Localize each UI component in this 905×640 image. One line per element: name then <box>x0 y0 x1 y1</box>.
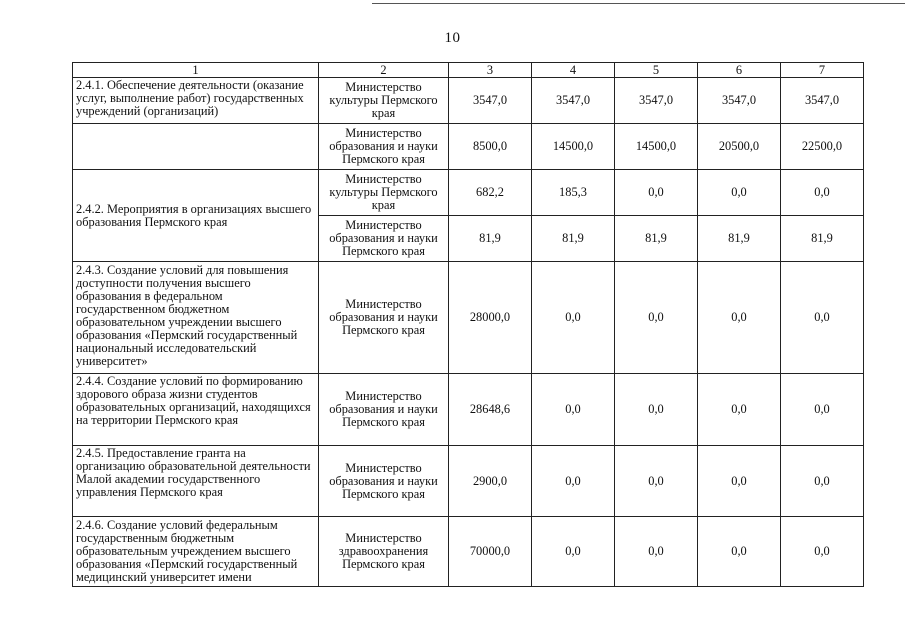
funding-value: 185,3 <box>532 170 615 216</box>
responsible-ministry: Министерство здравоохранения Пермского края <box>319 517 449 587</box>
column-number: 4 <box>532 63 615 78</box>
funding-value: 81,9 <box>781 216 864 262</box>
responsible-ministry: Министерство культуры Пермского края <box>319 78 449 124</box>
funding-value: 3547,0 <box>698 78 781 124</box>
funding-value: 0,0 <box>532 517 615 587</box>
table-row <box>73 517 864 587</box>
funding-value: 81,9 <box>532 216 615 262</box>
column-number: 2 <box>319 63 449 78</box>
responsible-ministry: Министерство образования и науки Пермского края <box>319 262 449 374</box>
funding-value: 20500,0 <box>698 124 781 170</box>
funding-value: 28648,6 <box>449 374 532 446</box>
funding-value: 682,2 <box>449 170 532 216</box>
budget-table <box>72 62 864 587</box>
activity-description: 2.4.5. Предоставление гранта на организацию образовательной деятельности Малой академии государственного управления Пермского края <box>73 446 319 517</box>
activity-description: 2.4.1. Обеспечение деятельности (оказание услуг, выполнение работ) государственных учреждений (организаций) <box>73 78 319 124</box>
column-number: 7 <box>781 63 864 78</box>
funding-value: 81,9 <box>698 216 781 262</box>
funding-value: 28000,0 <box>449 262 532 374</box>
responsible-ministry: Министерство культуры Пермского края <box>319 170 449 216</box>
column-number: 5 <box>615 63 698 78</box>
responsible-ministry: Министерство образования и науки Пермского края <box>319 374 449 446</box>
column-number: 6 <box>698 63 781 78</box>
funding-value: 0,0 <box>781 170 864 216</box>
top-rule <box>372 3 905 4</box>
funding-value: 0,0 <box>698 517 781 587</box>
responsible-ministry: Министерство образования и науки Пермского края <box>319 216 449 262</box>
activity-description: 2.4.2. Мероприятия в организациях высшего образования Пермского края <box>73 170 319 262</box>
funding-value: 0,0 <box>532 446 615 517</box>
funding-value: 0,0 <box>698 262 781 374</box>
funding-value: 3547,0 <box>532 78 615 124</box>
funding-value: 0,0 <box>698 446 781 517</box>
funding-value: 0,0 <box>615 374 698 446</box>
funding-value: 14500,0 <box>615 124 698 170</box>
column-number: 1 <box>73 63 319 78</box>
funding-value: 0,0 <box>532 262 615 374</box>
activity-description <box>73 124 319 170</box>
funding-value: 0,0 <box>781 446 864 517</box>
funding-value: 0,0 <box>698 170 781 216</box>
funding-value: 3547,0 <box>449 78 532 124</box>
activity-description: 2.4.6. Создание условий федеральным государственным бюджетным образовательным учреждением высшего образования «Пермский государственный медицинский университет имени <box>73 517 319 587</box>
table-row <box>73 262 864 374</box>
funding-value: 0,0 <box>781 517 864 587</box>
funding-value: 22500,0 <box>781 124 864 170</box>
responsible-ministry: Министерство образования и науки Пермского края <box>319 446 449 517</box>
funding-value: 0,0 <box>615 262 698 374</box>
table-row <box>73 446 864 517</box>
column-number-row <box>73 63 864 78</box>
funding-value: 3547,0 <box>781 78 864 124</box>
funding-value: 2900,0 <box>449 446 532 517</box>
funding-value: 14500,0 <box>532 124 615 170</box>
funding-value: 3547,0 <box>615 78 698 124</box>
table-row <box>73 374 864 446</box>
funding-value: 0,0 <box>781 262 864 374</box>
funding-value: 8500,0 <box>449 124 532 170</box>
funding-value: 81,9 <box>449 216 532 262</box>
funding-value: 0,0 <box>781 374 864 446</box>
activity-description: 2.4.3. Создание условий для повышения доступности получения высшего образования в федеральном государственном бюджетном образовательном учреждении высшего образования «Пермский государственный национальный исследовательский университет» <box>73 262 319 374</box>
funding-value: 70000,0 <box>449 517 532 587</box>
table-row <box>73 78 864 124</box>
activity-description: 2.4.4. Создание условий по формированию здорового образа жизни студентов образовательных организаций, находящихся на территории Пермского края <box>73 374 319 446</box>
column-number: 3 <box>449 63 532 78</box>
funding-value: 0,0 <box>532 374 615 446</box>
funding-value: 0,0 <box>615 517 698 587</box>
funding-value: 0,0 <box>615 170 698 216</box>
funding-value: 0,0 <box>615 446 698 517</box>
table-row <box>73 170 864 216</box>
responsible-ministry: Министерство образования и науки Пермского края <box>319 124 449 170</box>
funding-value: 0,0 <box>698 374 781 446</box>
page-number: 10 <box>444 30 461 46</box>
table-row <box>73 124 864 170</box>
funding-value: 81,9 <box>615 216 698 262</box>
